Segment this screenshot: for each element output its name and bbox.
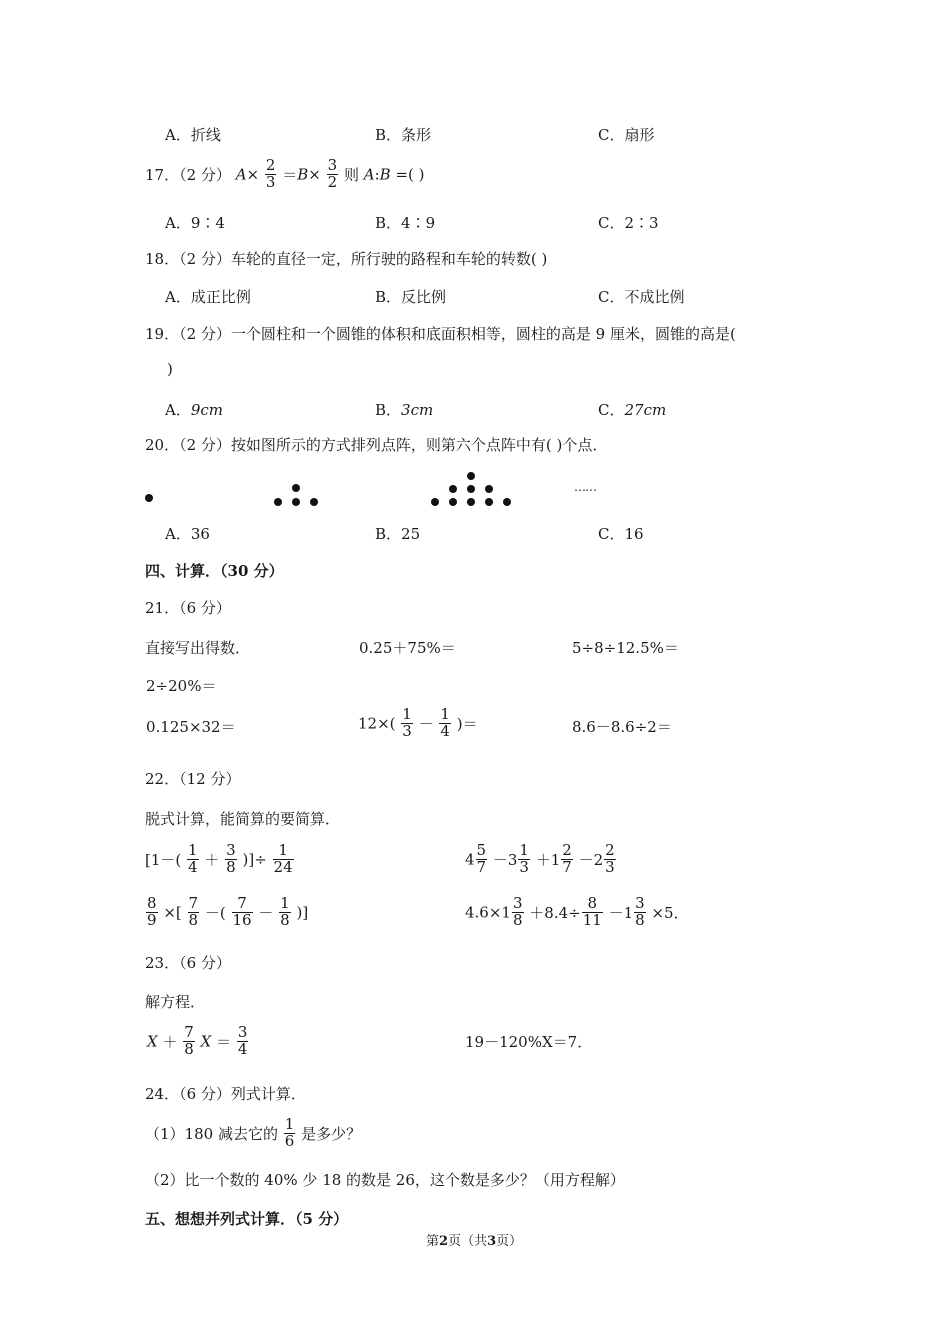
q18-option-c[interactable]: C．不成比例 (598, 288, 685, 306)
q21-expr-6: 8.6－8.6÷2＝ (572, 718, 672, 736)
q21-expr-3: 2÷20%＝ (146, 677, 217, 695)
dot (467, 472, 475, 480)
q17-question: 17．（2 分） A× $\frac{2}{3}$ ＝B× $\frac{3}{2}$ 则 A:B =( ) (145, 156, 425, 191)
q22-expr-2: 4 $\frac{5}{7}$ －3 $\frac{1}{3}$ ＋1 $\frac{2}{7}$ －2 $\frac{2}{3}$ (465, 841, 615, 876)
dot (449, 498, 457, 506)
q17-option-b[interactable]: B．4∶9 (375, 214, 436, 232)
q24-part-1: （1）180 减去它的 $\frac{1}{6}$ 是多少？ (145, 1115, 362, 1150)
dot (274, 498, 282, 506)
section-heading-4: 四、计算．（30 分） (145, 562, 284, 580)
page-footer: 第2页（共3页） (426, 1234, 523, 1249)
q17-label: 17．（2 分） (145, 165, 231, 184)
q21-expr-4: 0.125×32＝ (146, 718, 236, 736)
q20-option-b[interactable]: B．25 (375, 525, 421, 543)
q19-option-b[interactable]: B．3cm (375, 401, 434, 419)
dot (292, 484, 300, 492)
q20-question: 20．（2 分）按如图所示的方式排列点阵，则第六个点阵中有( )个点． (145, 436, 608, 454)
dot (292, 498, 300, 506)
q18-question: 18．（2 分）车轮的直径一定，所行驶的路程和车轮的转数( ) (145, 250, 548, 268)
dot (503, 498, 511, 506)
q22-label: 22．（12 分） (145, 770, 241, 788)
dot (485, 498, 493, 506)
q23-equation-2: 19－120%X＝7． (465, 1033, 593, 1051)
q21-expr-5: 12×( $\frac{1}{3}$ － $\frac{1}{4}$ )＝ (358, 705, 478, 740)
q16-option-c[interactable]: C．扇形 (598, 126, 655, 144)
fraction-three-halves: $\frac{3}{2}$ (327, 156, 338, 191)
q22-expr-1: [1－( $\frac{1}{4}$ ＋ $\frac{3}{8}$ )]÷ $\frac{1}{24}$ (145, 841, 293, 876)
q21-expr-2: 5÷8÷12.5%＝ (572, 639, 679, 657)
q17-option-a[interactable]: A．9∶4 (165, 214, 225, 232)
dot (431, 498, 439, 506)
dot (485, 485, 493, 493)
q24-label: 24．（6 分）列式计算． (145, 1085, 306, 1103)
fraction-two-thirds: $\frac{2}{3}$ (265, 156, 276, 191)
q19-option-a[interactable]: A．9cm (165, 401, 224, 419)
q20-option-c[interactable]: C．16 (598, 525, 644, 543)
fraction-one-fourth: $\frac{1}{4}$ (440, 705, 450, 740)
q23-label: 23．（6 分） (145, 954, 231, 972)
q23-intro: 解方程． (145, 993, 206, 1011)
q22-expr-4: 4.6×1 $\frac{3}{8}$ ＋8.4÷ $\frac{8}{11}$ －1 $\frac{3}{8}$ ×5． (465, 894, 689, 929)
q16-option-b[interactable]: B．条形 (375, 126, 432, 144)
dot (467, 498, 475, 506)
dot (145, 494, 153, 502)
answer-blank[interactable]: =( ) (395, 165, 425, 184)
fraction-one-third: $\frac{1}{3}$ (402, 705, 412, 740)
q21-intro: 直接写出得数． (145, 639, 251, 657)
q22-expr-3: $\frac{8}{9}$ ×[ $\frac{7}{8}$ －( $\frac{7}{16}$ － $\frac{1}{8}$ )] (147, 894, 309, 929)
ellipsis: …… (574, 480, 596, 494)
q21-label: 21．（6 分） (145, 599, 231, 617)
dot (467, 485, 475, 493)
section-heading-5: 五、想想并列式计算．（5 分） (145, 1210, 349, 1228)
q16-option-a[interactable]: A．折线 (165, 126, 221, 144)
q19-question: 19．（2 分）一个圆柱和一个圆锥的体积和底面积相等，圆柱的高是 9 厘米，圆锥的高是( (145, 325, 736, 343)
dot (449, 485, 457, 493)
q24-part-2: （2）比一个数的 40% 少 18 的数是 26，这个数是多少？（用方程解） (145, 1171, 625, 1189)
q21-expr-1: 0.25＋75%＝ (359, 639, 456, 657)
q19-question-cont: ) (167, 360, 173, 378)
q18-option-a[interactable]: A．成正比例 (165, 288, 251, 306)
q23-equation-1: X ＋ $\frac{7}{8}$ X ＝ $\frac{3}{4}$ (147, 1023, 248, 1058)
q19-option-c[interactable]: C．27cm (598, 401, 667, 419)
q17-option-c[interactable]: C．2∶3 (598, 214, 659, 232)
q18-option-b[interactable]: B．反比例 (375, 288, 447, 306)
q20-option-a[interactable]: A．36 (165, 525, 210, 543)
dot (310, 498, 318, 506)
q22-intro: 脱式计算，能简算的要简算． (145, 810, 341, 828)
